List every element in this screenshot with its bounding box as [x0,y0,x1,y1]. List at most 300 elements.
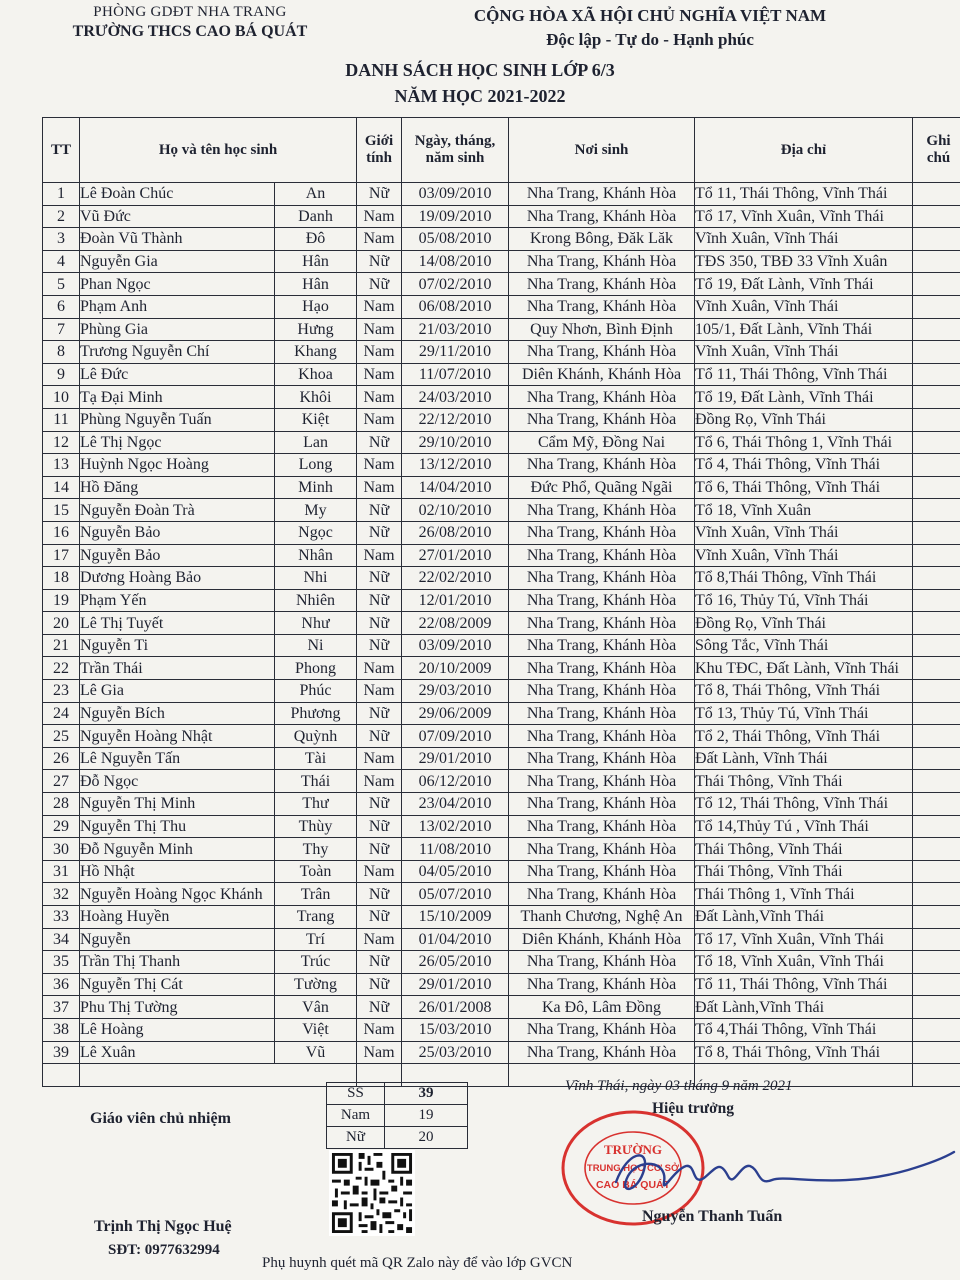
cell-surname: Nguyễn Thị Minh [80,793,275,816]
summary-female-label: Nữ [327,1127,385,1149]
table-row [43,634,960,657]
cell-tt: 21 [43,634,80,657]
cell-birthplace: Krong Bông, Đăk Lăk [509,228,695,251]
summary-total-value: 39 [385,1083,468,1105]
table-row [43,183,960,206]
cell-birthplace: Diên Khánh, Khánh Hòa [509,928,695,951]
cell-tt: 30 [43,838,80,861]
cell-note [913,250,960,273]
cell-dob: 07/09/2010 [402,725,509,748]
cell-dob: 22/02/2010 [402,567,509,590]
cell-gender: Nữ [357,250,402,273]
cell-note [913,883,960,906]
cell-given-name: Long [275,454,357,477]
table-row [43,567,960,590]
col-header-gender: Giới tính [357,118,402,183]
cell-gender: Nam [357,770,402,793]
cell-note [913,973,960,996]
cell-given-name: Phúc [275,680,357,703]
cell-tt: 9 [43,363,80,386]
cell-birthplace: Nha Trang, Khánh Hòa [509,567,695,590]
department-name: PHÒNG GDĐT NHA TRANG [93,4,287,20]
cell-dob: 23/04/2010 [402,793,509,816]
cell-gender: Nam [357,205,402,228]
cell-birthplace: Nha Trang, Khánh Hòa [509,250,695,273]
cell-surname: Trương Nguyễn Chí [80,341,275,364]
cell-tt: 14 [43,476,80,499]
cell-note [913,341,960,364]
cell-gender: Nữ [357,567,402,590]
cell-tt: 19 [43,589,80,612]
cell-surname: Lê Đức [80,363,275,386]
cell-gender: Nữ [357,431,402,454]
table-header-row [43,118,960,183]
cell-address: Tổ 12, Thái Thông, Vĩnh Thái [695,793,913,816]
cell-dob: 04/05/2010 [402,860,509,883]
cell-note [913,205,960,228]
cell-given-name: Thy [275,838,357,861]
cell-surname: Tạ Đại Minh [80,386,275,409]
table-row [43,612,960,635]
table-row [43,680,960,703]
cell-dob: 05/08/2010 [402,228,509,251]
cell-dob: 21/03/2010 [402,318,509,341]
cell-tt: 37 [43,996,80,1019]
cell-surname: Phạm Anh [80,295,275,318]
cell-address: Tổ 17, Vĩnh Xuân, Vĩnh Thái [695,205,913,228]
cell-surname: Hoàng Huyền [80,906,275,929]
cell-note [913,499,960,522]
cell-tt: 3 [43,228,80,251]
cell-dob: 22/12/2010 [402,408,509,431]
table-row [43,906,960,929]
cell-gender: Nữ [357,973,402,996]
cell-tt: 4 [43,250,80,273]
cell-surname: Lê Gia [80,680,275,703]
cell-note [913,273,960,296]
cell-given-name: Lan [275,431,357,454]
student-rows [43,183,960,1087]
cell-address: Đồng Rọ, Vĩnh Thái [695,408,913,431]
cell-given-name: Trang [275,906,357,929]
table-row [43,883,960,906]
cell-note [913,928,960,951]
cell-address: Thái Thông, Vĩnh Thái [695,860,913,883]
cell-tt: 5 [43,273,80,296]
cell-address: Đất Lành, Vĩnh Thái [695,747,913,770]
cell-given-name: Trí [275,928,357,951]
cell-dob: 15/03/2010 [402,1018,509,1041]
cell-address: Tổ 19, Đất Lành, Vĩnh Thái [695,386,913,409]
cell-gender: Nam [357,228,402,251]
homeroom-teacher-label: Giáo viên chủ nhiệm [90,1110,231,1127]
cell-birthplace: Nha Trang, Khánh Hòa [509,205,695,228]
cell-note [913,363,960,386]
cell-tt: 38 [43,1018,80,1041]
school-name: TRƯỜNG THCS CAO BÁ QUÁT [72,23,308,40]
cell-gender: Nam [357,386,402,409]
cell-birthplace: Nha Trang, Khánh Hòa [509,589,695,612]
summary-table [326,1082,468,1149]
cell-given-name: Khang [275,341,357,364]
table-row [43,725,960,748]
cell-gender: Nam [357,860,402,883]
cell-surname: Phan Ngọc [80,273,275,296]
cell-gender: Nữ [357,793,402,816]
cell-address: Tổ 19, Đất Lành, Vĩnh Thái [695,273,913,296]
cell-note [913,567,960,590]
col-header-address: Địa chỉ [695,118,913,183]
cell-given-name: Hân [275,273,357,296]
cell-address: Tổ 4,Thái Thông, Vĩnh Thái [695,1018,913,1041]
cell-surname: Phu Thị Tường [80,996,275,1019]
cell-surname: Nguyễn Bảo [80,521,275,544]
cell-note [913,476,960,499]
table-row [43,295,960,318]
table-row [43,431,960,454]
cell-note [913,408,960,431]
cell-gender: Nữ [357,883,402,906]
cell-birthplace: Nha Trang, Khánh Hòa [509,973,695,996]
cell-note [913,431,960,454]
cell-birthplace: Thanh Chương, Nghệ An [509,906,695,929]
cell-dob: 01/04/2010 [402,928,509,951]
cell-gender: Nam [357,1018,402,1041]
cell-note [913,183,960,206]
cell-tt: 12 [43,431,80,454]
cell-gender: Nam [357,928,402,951]
table-row [43,250,960,273]
cell-tt: 18 [43,567,80,590]
cell-surname: Lê Đoàn Chúc [80,183,275,206]
cell-given-name: Nhân [275,544,357,567]
school-header [40,4,340,41]
cell-note [913,906,960,929]
cell-address: Đất Lành,Vĩnh Thái [695,996,913,1019]
cell-tt: 25 [43,725,80,748]
table-row [43,363,960,386]
cell-gender: Nam [357,295,402,318]
cell-address: Tổ 11, Thái Thông, Vĩnh Thái [695,183,913,206]
cell-birthplace: Nha Trang, Khánh Hòa [509,883,695,906]
cell-note [913,815,960,838]
cell-dob: 07/02/2010 [402,273,509,296]
homeroom-teacher-phone: SĐT: 0977632994 [108,1242,220,1258]
cell-birthplace: Nha Trang, Khánh Hòa [509,725,695,748]
cell-dob: 15/10/2009 [402,906,509,929]
table-row [43,228,960,251]
cell-given-name: Khôi [275,386,357,409]
cell-birthplace: Nha Trang, Khánh Hòa [509,273,695,296]
cell-tt: 10 [43,386,80,409]
zalo-qr-code[interactable] [329,1150,415,1236]
principal-name: Nguyễn Thanh Tuấn [642,1208,783,1225]
cell-address: Vĩnh Xuân, Vĩnh Thái [695,341,913,364]
cell-dob: 02/10/2010 [402,499,509,522]
cell-dob: 26/01/2008 [402,996,509,1019]
cell-address: Tổ 4, Thái Thông, Vĩnh Thái [695,454,913,477]
cell-dob: 06/08/2010 [402,295,509,318]
cell-tt: 2 [43,205,80,228]
cell-dob: 03/09/2010 [402,634,509,657]
cell-birthplace: Nha Trang, Khánh Hòa [509,860,695,883]
cell-tt: 29 [43,815,80,838]
cell-given-name: Như [275,612,357,635]
cell-gender: Nam [357,408,402,431]
cell-dob: 11/07/2010 [402,363,509,386]
col-header-note: Ghi chú [913,118,960,183]
cell-address: Tổ 8, Thái Thông, Vĩnh Thái [695,680,913,703]
cell-tt: 7 [43,318,80,341]
cell-given-name: Hân [275,250,357,273]
page-title: DANH SÁCH HỌC SINH LỚP 6/3 [345,60,615,80]
cell-birthplace: Ka Đô, Lâm Đồng [509,996,695,1019]
principal-title: Hiệu trưởng [652,1100,735,1117]
cell-birthplace: Nha Trang, Khánh Hòa [509,499,695,522]
cell-surname: Lê Nguyễn Tấn [80,747,275,770]
cell-birthplace: Nha Trang, Khánh Hòa [509,634,695,657]
cell-address: Khu TĐC, Đất Lành, Vĩnh Thái [695,657,913,680]
cell-birthplace: Nha Trang, Khánh Hòa [509,454,695,477]
cell-surname: Lê Thị Ngọc [80,431,275,454]
cell-note [913,454,960,477]
cell-surname: Huỳnh Ngọc Hoàng [80,454,275,477]
cell-dob: 24/03/2010 [402,386,509,409]
student-table [42,117,960,1087]
cell-surname: Hồ Đăng [80,476,275,499]
cell-surname: Hồ Nhật [80,860,275,883]
table-row [43,815,960,838]
cell-given-name: Ngọc [275,521,357,544]
cell-surname: Nguyễn Hoàng Nhật [80,725,275,748]
table-row [43,408,960,431]
cell-surname: Nguyễn Đoàn Trà [80,499,275,522]
cell-gender: Nam [357,454,402,477]
table-row [43,318,960,341]
cell-birthplace: Nha Trang, Khánh Hòa [509,657,695,680]
cell-note [913,318,960,341]
cell-birthplace: Nha Trang, Khánh Hòa [509,815,695,838]
table-row [43,928,960,951]
cell-given-name: Quỳnh [275,725,357,748]
cell-birthplace: Nha Trang, Khánh Hòa [509,341,695,364]
cell-address: Vĩnh Xuân, Vĩnh Thái [695,228,913,251]
cell-gender: Nữ [357,702,402,725]
cell-tt: 15 [43,499,80,522]
cell-gender: Nam [357,476,402,499]
cell-birthplace: Nha Trang, Khánh Hòa [509,612,695,635]
table-row [43,499,960,522]
cell-gender: Nữ [357,521,402,544]
cell-note [913,770,960,793]
table-row [43,973,960,996]
cell-birthplace: Nha Trang, Khánh Hòa [509,951,695,974]
cell-tt: 34 [43,928,80,951]
cell-tt: 8 [43,341,80,364]
cell-address: Vĩnh Xuân, Vĩnh Thái [695,544,913,567]
cell-birthplace: Nha Trang, Khánh Hòa [509,838,695,861]
cell-address: Tổ 18, Vĩnh Xuân [695,499,913,522]
cell-surname: Trần Thái [80,657,275,680]
cell-surname: Nguyễn Bảo [80,544,275,567]
cell-surname: Nguyễn Thị Cát [80,973,275,996]
cell-note [913,634,960,657]
cell-dob: 29/01/2010 [402,747,509,770]
cell-dob: 05/07/2010 [402,883,509,906]
summary-total-label: SS [327,1083,385,1105]
summary-female-value: 20 [385,1127,468,1149]
cell-birthplace: Nha Trang, Khánh Hòa [509,770,695,793]
cell-surname: Nguyễn Gia [80,250,275,273]
svg-text:TRUNG HỌC CƠ SỞ: TRUNG HỌC CƠ SỞ [586,1163,680,1174]
cell-given-name: Vũ [275,1041,357,1064]
cell-tt: 33 [43,906,80,929]
cell-tt: 27 [43,770,80,793]
qr-instruction-note: Phụ huynh quét mã QR Zalo này để vào lớp GVCN [262,1255,573,1271]
table-row [43,860,960,883]
cell-note [913,1041,960,1064]
cell-gender: Nữ [357,725,402,748]
cell-birthplace: Quy Nhơn, Bình Định [509,318,695,341]
cell-address: Vĩnh Xuân, Vĩnh Thái [695,295,913,318]
cell-birthplace: Nha Trang, Khánh Hòa [509,544,695,567]
cell-given-name: Ni [275,634,357,657]
cell-address: 105/1, Đất Lành, Vĩnh Thái [695,318,913,341]
table-row [43,589,960,612]
cell-note [913,747,960,770]
cell-given-name: Đô [275,228,357,251]
cell-dob: 11/08/2010 [402,838,509,861]
country-name: CỘNG HÒA XÃ HỘI CHỦ NGHĨA VIỆT NAM [473,6,827,25]
cell-tt: 24 [43,702,80,725]
cell-tt: 23 [43,680,80,703]
cell-birthplace: Nha Trang, Khánh Hòa [509,408,695,431]
table-row [43,951,960,974]
cell-birthplace: Nha Trang, Khánh Hòa [509,183,695,206]
cell-birthplace: Diên Khánh, Khánh Hòa [509,363,695,386]
cell-dob: 26/08/2010 [402,521,509,544]
cell-surname: Đoàn Vũ Thành [80,228,275,251]
cell-note [913,725,960,748]
cell-tt: 13 [43,454,80,477]
cell-given-name: Thư [275,793,357,816]
cell-given-name: Minh [275,476,357,499]
cell-given-name: Danh [275,205,357,228]
cell-dob: 22/08/2009 [402,612,509,635]
cell-given-name: Việt [275,1018,357,1041]
cell-gender: Nữ [357,815,402,838]
cell-dob: 14/08/2010 [402,250,509,273]
cell-address: Thái Thông, Vĩnh Thái [695,770,913,793]
cell-note [913,657,960,680]
cell-given-name: Tường [275,973,357,996]
cell-birthplace: Nha Trang, Khánh Hòa [509,295,695,318]
cell-gender: Nữ [357,183,402,206]
cell-given-name: Phương [275,702,357,725]
svg-text:CAO BÁ QUÁT: CAO BÁ QUÁT [595,1179,671,1191]
cell-tt: 35 [43,951,80,974]
cell-birthplace: Nha Trang, Khánh Hòa [509,386,695,409]
cell-surname: Lê Xuân [80,1041,275,1064]
cell-gender: Nam [357,341,402,364]
cell-address: Tổ 13, Thủy Tú, Vĩnh Thái [695,702,913,725]
cell-surname: Lê Thị Tuyết [80,612,275,635]
cell-note [913,295,960,318]
table-row [43,273,960,296]
cell-note [913,589,960,612]
cell-dob: 26/05/2010 [402,951,509,974]
cell-surname: Nguyễn [80,928,275,951]
cell-birthplace: Nha Trang, Khánh Hòa [509,1018,695,1041]
cell-gender: Nam [357,1041,402,1064]
cell-surname: Nguyễn Bích [80,702,275,725]
cell-dob: 06/12/2010 [402,770,509,793]
cell-dob: 13/02/2010 [402,815,509,838]
cell-given-name: Phong [275,657,357,680]
summary-row-female [327,1127,468,1149]
cell-gender: Nữ [357,589,402,612]
cell-given-name: Trúc [275,951,357,974]
cell-dob: 29/01/2010 [402,973,509,996]
table-row [43,1018,960,1041]
cell-surname: Đỗ Nguyễn Minh [80,838,275,861]
cell-tt: 39 [43,1041,80,1064]
table-row [43,341,960,364]
cell-note [913,838,960,861]
homeroom-teacher-name: Trịnh Thị Ngọc Huệ [94,1218,232,1235]
table-row [43,657,960,680]
cell-dob: 29/03/2010 [402,680,509,703]
cell-address: Vĩnh Xuân, Vĩnh Thái [695,521,913,544]
cell-given-name: Kiệt [275,408,357,431]
cell-address: Tổ 2, Thái Thông, Vĩnh Thái [695,725,913,748]
cell-note [913,521,960,544]
table-row [43,386,960,409]
cell-given-name: Hạo [275,295,357,318]
cell-surname: Phạm Yến [80,589,275,612]
summary-male-value: 19 [385,1105,468,1127]
cell-given-name: Thái [275,770,357,793]
cell-birthplace: Cẩm Mỹ, Đồng Nai [509,431,695,454]
cell-note [913,612,960,635]
cell-tt: 22 [43,657,80,680]
cell-surname: Đỗ Ngọc [80,770,275,793]
cell-given-name: Hưng [275,318,357,341]
cell-birthplace: Nha Trang, Khánh Hòa [509,793,695,816]
cell-dob: 19/09/2010 [402,205,509,228]
cell-address: Đồng Rọ, Vĩnh Thái [695,612,913,635]
cell-tt: 1 [43,183,80,206]
cell-address: Tổ 6, Thái Thông, Vĩnh Thái [695,476,913,499]
table-row [43,521,960,544]
cell-surname: Dương Hoàng Bảo [80,567,275,590]
cell-given-name: Khoa [275,363,357,386]
cell-gender: Nam [357,318,402,341]
table-row [43,1041,960,1064]
cell-given-name: Trân [275,883,357,906]
cell-gender: Nữ [357,838,402,861]
cell-address: Tổ 11, Thái Thông, Vĩnh Thái [695,363,913,386]
cell-note [913,386,960,409]
cell-empty [43,1064,80,1087]
table-row [43,702,960,725]
table-row [43,544,960,567]
table-row-blank [43,1064,960,1087]
cell-address: Tổ 18, Vĩnh Xuân, Vĩnh Thái [695,951,913,974]
cell-address: Thái Thông, Vĩnh Thái [695,838,913,861]
cell-dob: 14/04/2010 [402,476,509,499]
cell-surname: Nguyễn Hoàng Ngọc Khánh [80,883,275,906]
